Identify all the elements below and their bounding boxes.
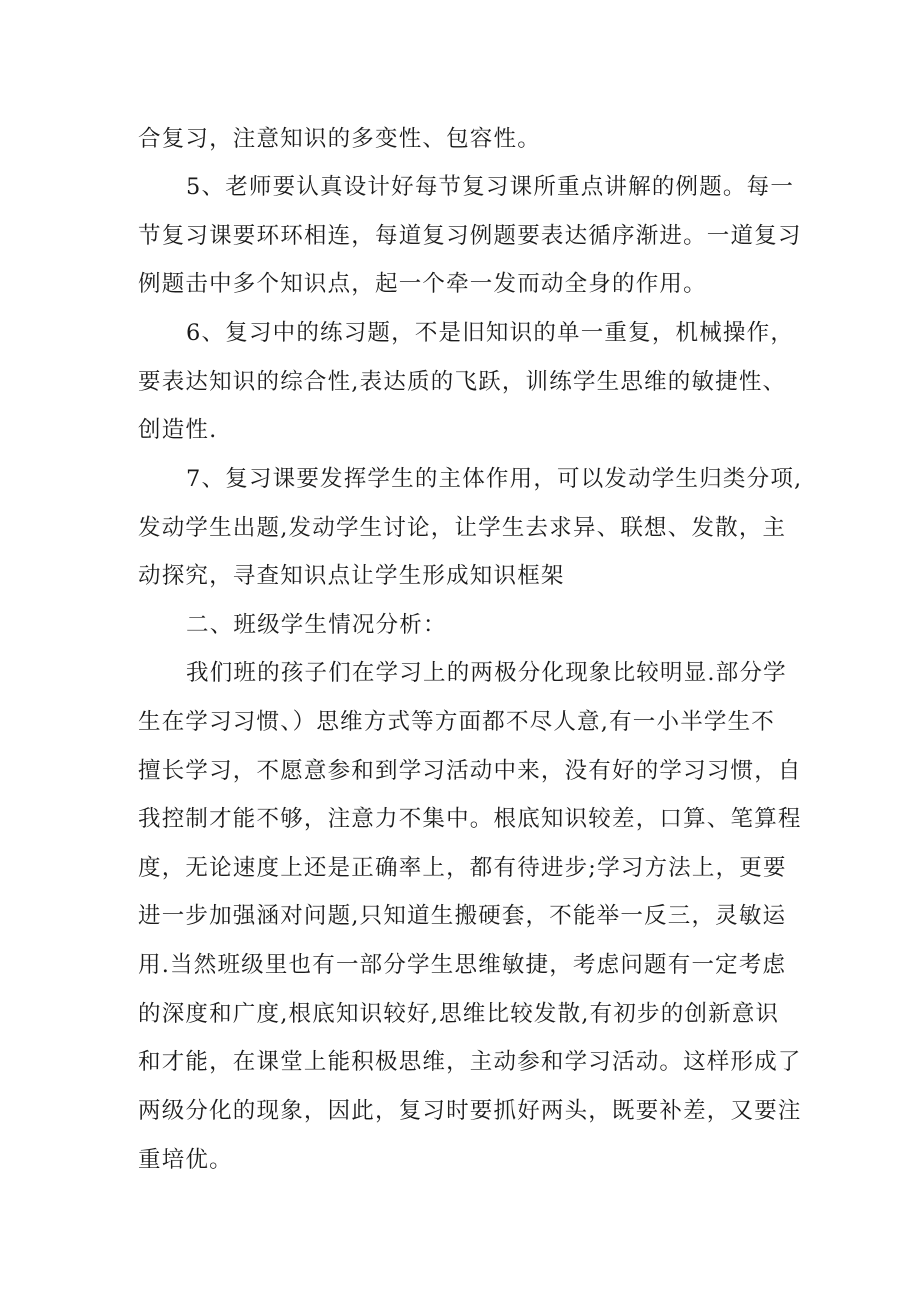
text-line: 动探究，寻查知识点让学生形成知识框架 — [138, 563, 565, 589]
text-line: 例题击中多个知识点，起一个牵一发而动全身的作用。 — [138, 271, 707, 297]
text-line: 两级分化的现象，因此，复习时要抓好两头，既要补差，又要注 — [138, 1098, 802, 1124]
text-line: 7、复习课要发挥学生的主体作用，可以发动学生归类分项, — [186, 466, 803, 492]
text-line: 用.当然班级里也有一部分学生思维敏捷，考虑问题有一定考虑 — [138, 952, 787, 978]
text-line: 生在学习习惯、）思维方式等方面都不尽人意,有一小半学生不 — [138, 709, 776, 735]
text-line: 我控制才能不够，注意力不集中。根底知识较差，口算、笔算程 — [138, 806, 802, 832]
text-line: 节复习课要环环相连，每道复习例题要表达循序渐进。一道复习 — [138, 223, 802, 249]
text-line: 进一步加强涵对问题,只知道生搬硬套，不能举一反三，灵敏运 — [138, 903, 787, 929]
text-line: 要表达知识的综合性,表达质的飞跃，训练学生思维的敏捷性、 — [138, 369, 787, 395]
text-line: 和才能，在课堂上能积极思维，主动参和学习活动。这样形成了 — [138, 1049, 802, 1075]
text-line: 6、复习中的练习题，不是旧知识的单一重复，机械操作， — [186, 320, 795, 346]
text-line: 创造性. — [138, 417, 218, 443]
text-line: 5、老师要认真设计好每节复习课所重点讲解的例题。每一 — [186, 174, 795, 200]
text-line: 度，无论速度上还是正确率上，都有待进步;学习方法上，更要 — [138, 855, 787, 881]
text-line: 重培优。 — [138, 1147, 233, 1173]
section-heading: 二、班级学生情况分析： — [186, 612, 447, 638]
text-line: 的深度和广度,根底知识较好,思维比较发散,有初步的创新意识 — [138, 1001, 780, 1027]
text-line: 发动学生出题,发动学生讨论，让学生去求异、联想、发散，主 — [138, 515, 787, 541]
text-line: 合复习，注意知识的多变性、包容性。 — [138, 126, 541, 152]
text-line: 我们班的孩子们在学习上的两极分化现象比较明显.部分学 — [186, 660, 787, 686]
text-line: 擅长学习，不愿意参和到学习活动中来，没有好的学习习惯，自 — [138, 758, 802, 784]
